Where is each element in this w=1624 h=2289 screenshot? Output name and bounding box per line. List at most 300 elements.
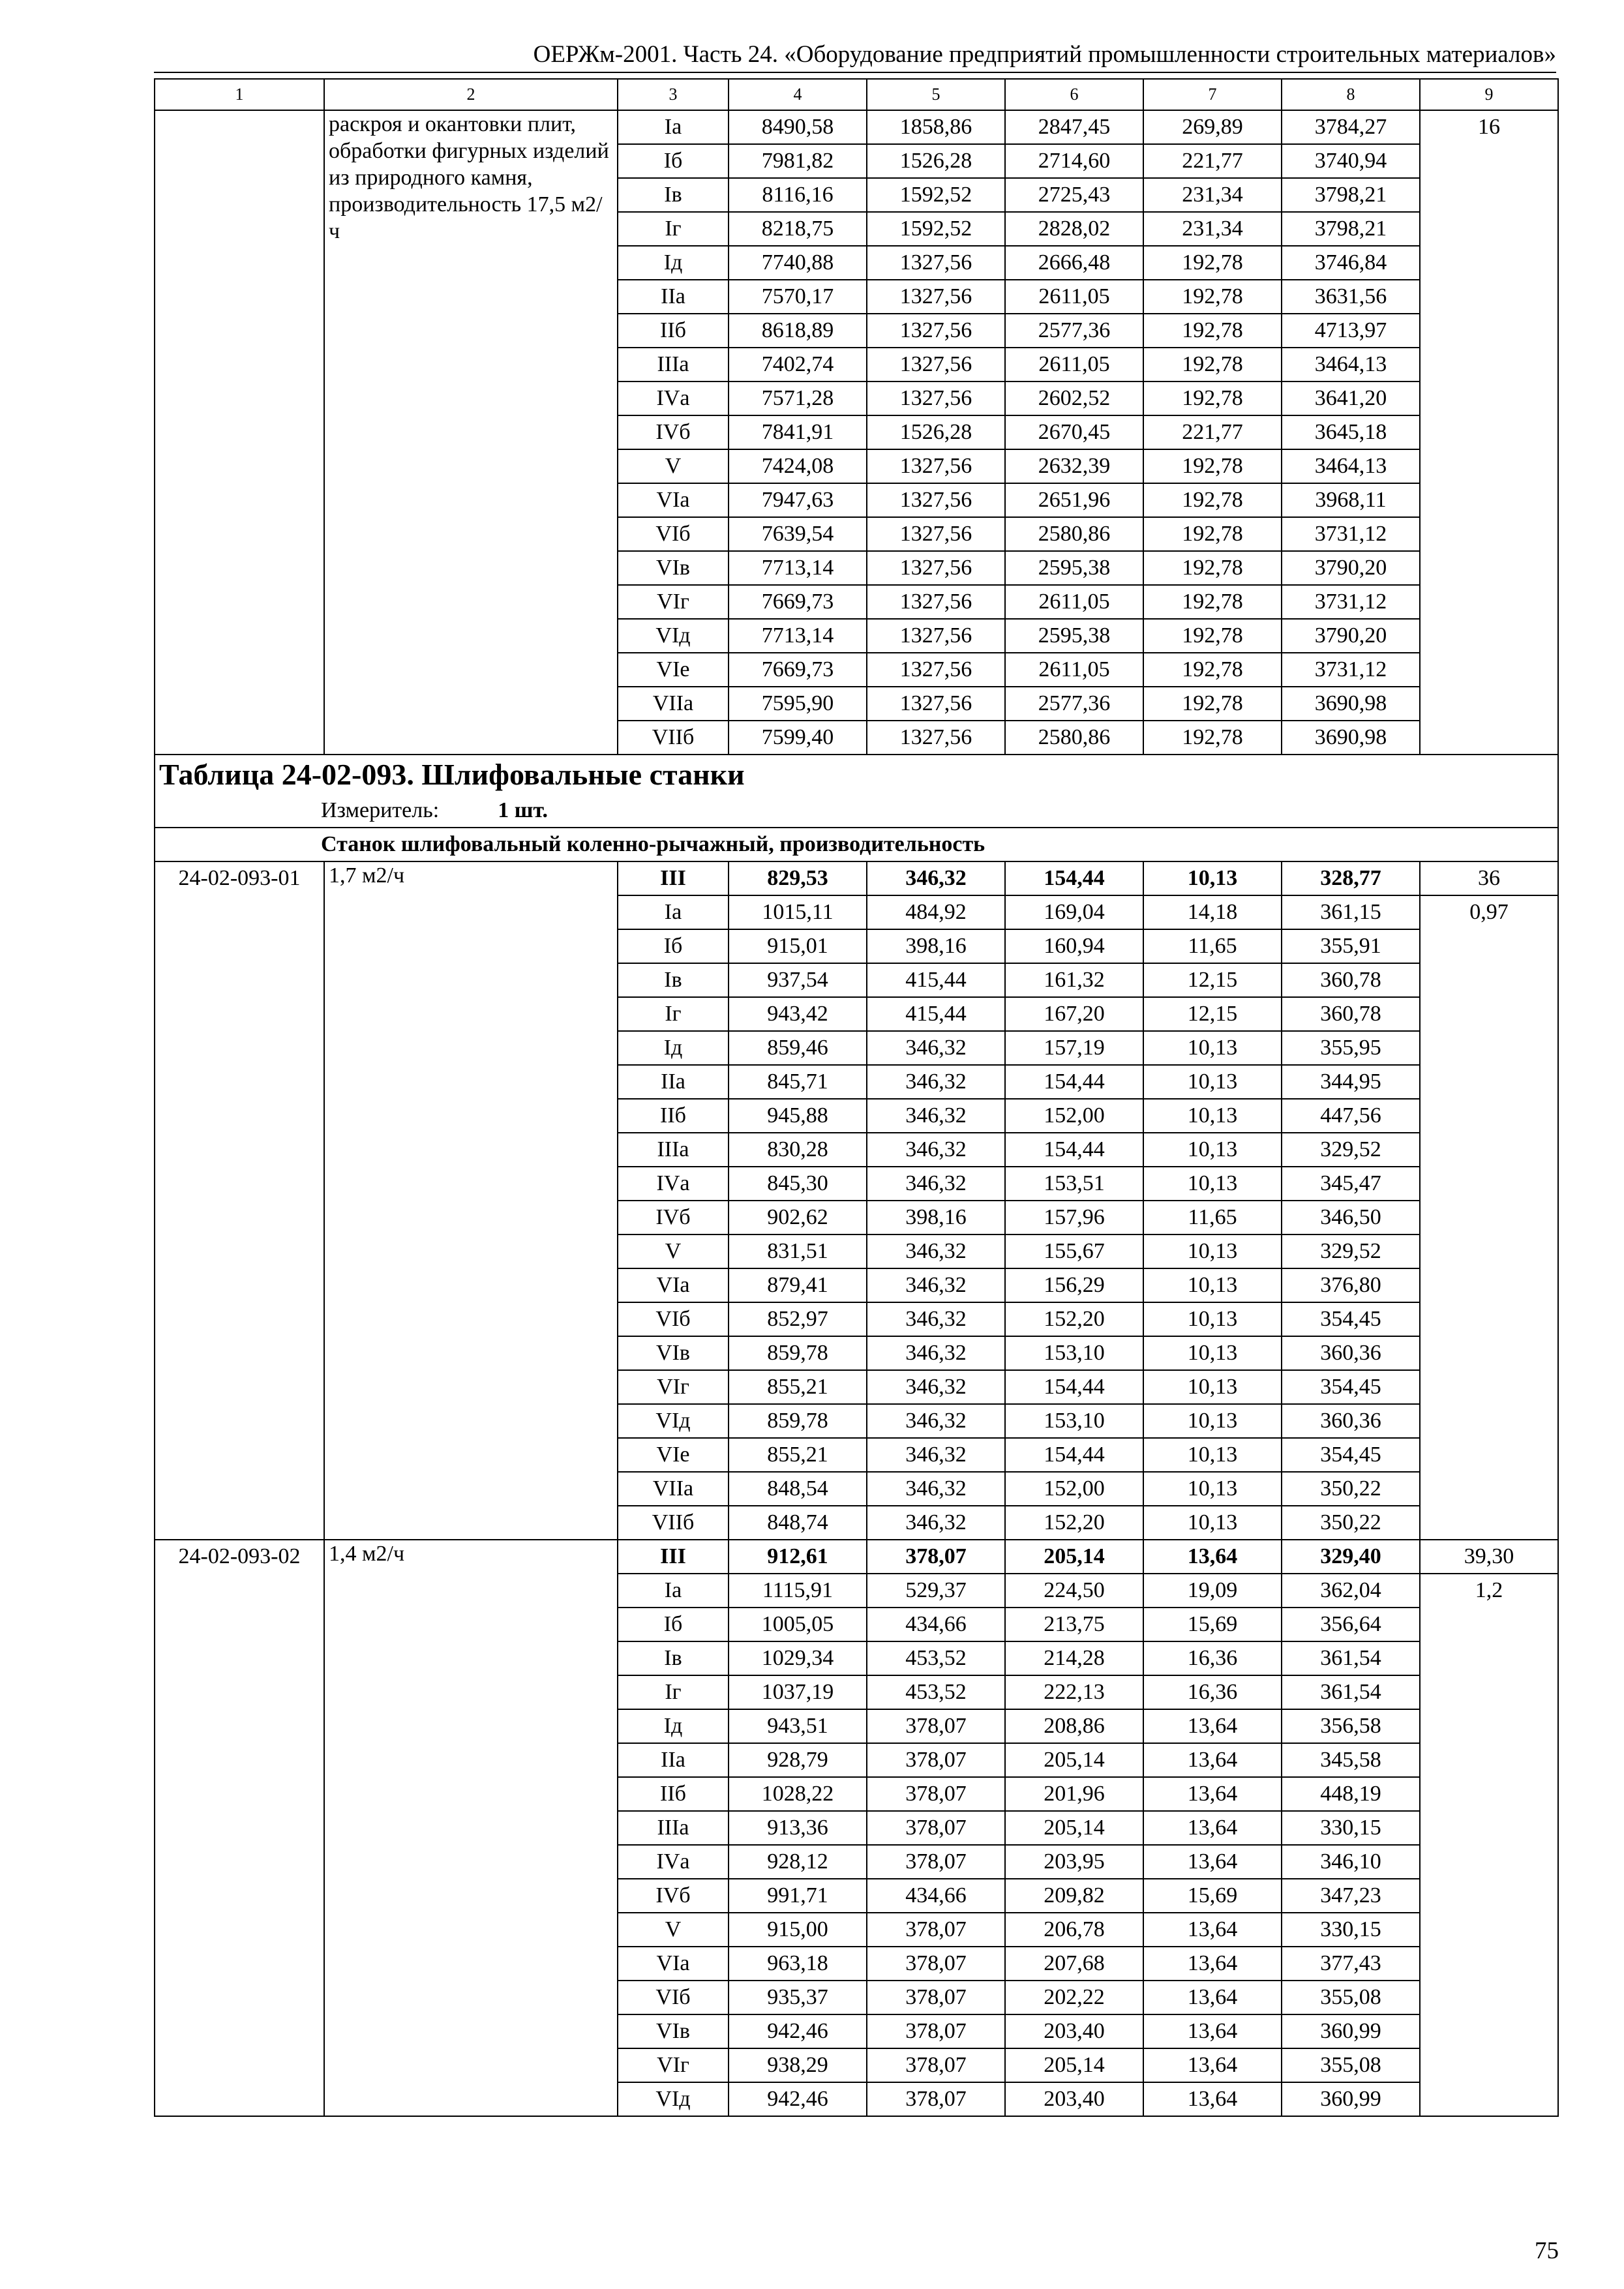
value-cell: 2714,60 bbox=[1005, 144, 1143, 178]
value-cell: 10,13 bbox=[1143, 1268, 1282, 1302]
value-cell: 2847,45 bbox=[1005, 110, 1143, 144]
value-cell: 3798,21 bbox=[1282, 212, 1420, 246]
value-cell: 2725,43 bbox=[1005, 178, 1143, 212]
value-cell: 350,22 bbox=[1282, 1472, 1420, 1506]
value-cell: 205,14 bbox=[1005, 1743, 1143, 1777]
value-cell: 360,36 bbox=[1282, 1336, 1420, 1370]
value-cell: 10,13 bbox=[1143, 1506, 1282, 1540]
section-row bbox=[155, 828, 1558, 861]
value-cell: 376,80 bbox=[1282, 1268, 1420, 1302]
value-cell: 167,20 bbox=[1005, 997, 1143, 1031]
zone-cell: IIа bbox=[618, 280, 729, 314]
value-cell: 938,29 bbox=[729, 2048, 867, 2082]
col9-cell: 1,2 bbox=[1420, 1574, 1558, 2116]
value-cell: 378,07 bbox=[867, 1947, 1005, 1981]
zone-cell: VIб bbox=[618, 517, 729, 551]
value-cell: 1592,52 bbox=[867, 178, 1005, 212]
description-cell: 1,7 м2/ч bbox=[324, 861, 618, 1540]
value-cell: 1327,56 bbox=[867, 449, 1005, 483]
value-cell: 10,13 bbox=[1143, 1404, 1282, 1438]
zone-cell: IIIа bbox=[618, 348, 729, 382]
value-cell: 154,44 bbox=[1005, 1133, 1143, 1167]
zone-cell: IIб bbox=[618, 1777, 729, 1811]
value-cell: 192,78 bbox=[1143, 348, 1282, 382]
value-cell: 3731,12 bbox=[1282, 585, 1420, 619]
value-cell: 205,14 bbox=[1005, 1811, 1143, 1845]
value-cell: 1526,28 bbox=[867, 415, 1005, 449]
value-cell: 231,34 bbox=[1143, 178, 1282, 212]
zone-cell: Iг bbox=[618, 212, 729, 246]
col9-cell: 0,97 bbox=[1420, 895, 1558, 1540]
zone-cell: Iг bbox=[618, 997, 729, 1031]
value-cell: 346,32 bbox=[867, 1370, 1005, 1404]
value-cell: 354,45 bbox=[1282, 1370, 1420, 1404]
value-cell: 2611,05 bbox=[1005, 348, 1143, 382]
zone-cell: Iа bbox=[618, 1574, 729, 1608]
value-cell: 1327,56 bbox=[867, 382, 1005, 415]
zone-cell: VIг bbox=[618, 2048, 729, 2082]
value-cell: 7571,28 bbox=[729, 382, 867, 415]
value-cell: 209,82 bbox=[1005, 1879, 1143, 1913]
zone-cell: V bbox=[618, 449, 729, 483]
value-cell: 355,95 bbox=[1282, 1031, 1420, 1065]
table-title: Таблица 24-02-093. Шлифовальные станки bbox=[155, 755, 1558, 794]
zone-cell: VIв bbox=[618, 1336, 729, 1370]
value-cell: 208,86 bbox=[1005, 1709, 1143, 1743]
value-cell: 415,44 bbox=[867, 963, 1005, 997]
value-cell: 201,96 bbox=[1005, 1777, 1143, 1811]
zone-cell: IVб bbox=[618, 1879, 729, 1913]
value-cell: 10,13 bbox=[1143, 1370, 1282, 1404]
value-cell: 346,32 bbox=[867, 861, 1005, 895]
value-cell: 157,19 bbox=[1005, 1031, 1143, 1065]
zone-cell: VIе bbox=[618, 1438, 729, 1472]
value-cell: 13,64 bbox=[1143, 1913, 1282, 1947]
code-cell bbox=[155, 110, 324, 755]
zone-cell: Iг bbox=[618, 1675, 729, 1709]
column-number: 1 bbox=[155, 79, 324, 110]
value-cell: 360,99 bbox=[1282, 2014, 1420, 2048]
value-cell: 398,16 bbox=[867, 929, 1005, 963]
value-cell: 10,13 bbox=[1143, 1031, 1282, 1065]
value-cell: 12,15 bbox=[1143, 997, 1282, 1031]
zone-cell: Iв bbox=[618, 963, 729, 997]
value-cell: 7424,08 bbox=[729, 449, 867, 483]
value-cell: 912,61 bbox=[729, 1540, 867, 1574]
value-cell: 377,43 bbox=[1282, 1947, 1420, 1981]
value-cell: 1327,56 bbox=[867, 653, 1005, 687]
value-cell: 192,78 bbox=[1143, 449, 1282, 483]
value-cell: 991,71 bbox=[729, 1879, 867, 1913]
value-cell: 378,07 bbox=[867, 1913, 1005, 1947]
value-cell: 192,78 bbox=[1143, 314, 1282, 348]
value-cell: 378,07 bbox=[867, 1777, 1005, 1811]
value-cell: 360,36 bbox=[1282, 1404, 1420, 1438]
zone-cell: IIIа bbox=[618, 1133, 729, 1167]
value-cell: 2632,39 bbox=[1005, 449, 1143, 483]
value-cell: 913,36 bbox=[729, 1811, 867, 1845]
value-cell: 2577,36 bbox=[1005, 687, 1143, 721]
value-cell: 902,62 bbox=[729, 1201, 867, 1234]
zone-cell: IVа bbox=[618, 382, 729, 415]
zone-cell: IIа bbox=[618, 1743, 729, 1777]
zone-cell: III bbox=[618, 861, 729, 895]
zone-cell: Iб bbox=[618, 144, 729, 178]
value-cell: 3968,11 bbox=[1282, 483, 1420, 517]
value-cell: 10,13 bbox=[1143, 861, 1282, 895]
value-cell: 1028,22 bbox=[729, 1777, 867, 1811]
zone-cell: Iд bbox=[618, 1031, 729, 1065]
value-cell: 152,20 bbox=[1005, 1302, 1143, 1336]
value-cell: 935,37 bbox=[729, 1981, 867, 2014]
value-cell: 361,15 bbox=[1282, 895, 1420, 929]
value-cell: 13,64 bbox=[1143, 2014, 1282, 2048]
value-cell: 192,78 bbox=[1143, 246, 1282, 280]
value-cell: 859,46 bbox=[729, 1031, 867, 1065]
value-cell: 16,36 bbox=[1143, 1675, 1282, 1709]
value-cell: 224,50 bbox=[1005, 1574, 1143, 1608]
value-cell: 928,79 bbox=[729, 1743, 867, 1777]
zone-cell: Iв bbox=[618, 1641, 729, 1675]
column-number: 4 bbox=[729, 79, 867, 110]
description-cell: 1,4 м2/ч bbox=[324, 1540, 618, 2116]
value-cell: 7402,74 bbox=[729, 348, 867, 382]
value-cell: 160,94 bbox=[1005, 929, 1143, 963]
value-cell: 1327,56 bbox=[867, 348, 1005, 382]
value-cell: 154,44 bbox=[1005, 1438, 1143, 1472]
value-cell: 10,13 bbox=[1143, 1065, 1282, 1099]
value-cell: 222,13 bbox=[1005, 1675, 1143, 1709]
column-number: 6 bbox=[1005, 79, 1143, 110]
value-cell: 943,51 bbox=[729, 1709, 867, 1743]
value-cell: 346,32 bbox=[867, 1234, 1005, 1268]
column-number: 5 bbox=[867, 79, 1005, 110]
table-row bbox=[155, 110, 1558, 144]
value-cell: 2580,86 bbox=[1005, 517, 1143, 551]
zone-cell: VIа bbox=[618, 483, 729, 517]
value-cell: 12,15 bbox=[1143, 963, 1282, 997]
value-cell: 3784,27 bbox=[1282, 110, 1420, 144]
value-cell: 1327,56 bbox=[867, 551, 1005, 585]
column-number: 8 bbox=[1282, 79, 1420, 110]
value-cell: 2670,45 bbox=[1005, 415, 1143, 449]
value-cell: 346,32 bbox=[867, 1133, 1005, 1167]
value-cell: 8116,16 bbox=[729, 178, 867, 212]
value-cell: 355,91 bbox=[1282, 929, 1420, 963]
value-cell: 4713,97 bbox=[1282, 314, 1420, 348]
value-cell: 346,32 bbox=[867, 1099, 1005, 1133]
col9-cell: 39,30 bbox=[1420, 1540, 1558, 1574]
value-cell: 346,32 bbox=[867, 1438, 1005, 1472]
value-cell: 2828,02 bbox=[1005, 212, 1143, 246]
value-cell: 8218,75 bbox=[729, 212, 867, 246]
value-cell: 3690,98 bbox=[1282, 721, 1420, 755]
value-cell: 356,58 bbox=[1282, 1709, 1420, 1743]
value-cell: 192,78 bbox=[1143, 721, 1282, 755]
value-cell: 330,15 bbox=[1282, 1913, 1420, 1947]
value-cell: 155,67 bbox=[1005, 1234, 1143, 1268]
value-cell: 3464,13 bbox=[1282, 348, 1420, 382]
value-cell: 447,56 bbox=[1282, 1099, 1420, 1133]
value-cell: 154,44 bbox=[1005, 1065, 1143, 1099]
zone-cell: Iв bbox=[618, 178, 729, 212]
value-cell: 1526,28 bbox=[867, 144, 1005, 178]
value-cell: 10,13 bbox=[1143, 1472, 1282, 1506]
value-cell: 10,13 bbox=[1143, 1302, 1282, 1336]
value-cell: 7599,40 bbox=[729, 721, 867, 755]
value-cell: 269,89 bbox=[1143, 110, 1282, 144]
value-cell: 448,19 bbox=[1282, 1777, 1420, 1811]
page-header: ОЕРЖм-2001. Часть 24. «Оборудование предприятий промышленности строительных материалов» bbox=[154, 38, 1556, 73]
value-cell: 192,78 bbox=[1143, 280, 1282, 314]
zone-cell: VIд bbox=[618, 2082, 729, 2116]
value-cell: 1327,56 bbox=[867, 585, 1005, 619]
zone-cell: VIв bbox=[618, 551, 729, 585]
value-cell: 356,64 bbox=[1282, 1608, 1420, 1641]
measure-unit: 1 шт. bbox=[498, 798, 549, 822]
value-cell: 3746,84 bbox=[1282, 246, 1420, 280]
value-cell: 361,54 bbox=[1282, 1641, 1420, 1675]
value-cell: 398,16 bbox=[867, 1201, 1005, 1234]
value-cell: 3740,94 bbox=[1282, 144, 1420, 178]
value-cell: 378,07 bbox=[867, 1709, 1005, 1743]
value-cell: 3798,21 bbox=[1282, 178, 1420, 212]
value-cell: 859,78 bbox=[729, 1404, 867, 1438]
zone-cell: VIд bbox=[618, 619, 729, 653]
value-cell: 7713,14 bbox=[729, 551, 867, 585]
measure-row bbox=[155, 794, 1558, 828]
value-cell: 8490,58 bbox=[729, 110, 867, 144]
value-cell: 13,64 bbox=[1143, 1743, 1282, 1777]
value-cell: 378,07 bbox=[867, 1981, 1005, 2014]
value-cell: 8618,89 bbox=[729, 314, 867, 348]
value-cell: 1029,34 bbox=[729, 1641, 867, 1675]
value-cell: 346,32 bbox=[867, 1065, 1005, 1099]
value-cell: 213,75 bbox=[1005, 1608, 1143, 1641]
value-cell: 10,13 bbox=[1143, 1133, 1282, 1167]
value-cell: 378,07 bbox=[867, 2082, 1005, 2116]
value-cell: 859,78 bbox=[729, 1336, 867, 1370]
value-cell: 845,71 bbox=[729, 1065, 867, 1099]
value-cell: 830,28 bbox=[729, 1133, 867, 1167]
value-cell: 202,22 bbox=[1005, 1981, 1143, 2014]
value-cell: 153,10 bbox=[1005, 1404, 1143, 1438]
code-cell: 24-02-093-01 bbox=[155, 861, 324, 1540]
value-cell: 15,69 bbox=[1143, 1879, 1282, 1913]
value-cell: 346,32 bbox=[867, 1031, 1005, 1065]
value-cell: 7947,63 bbox=[729, 483, 867, 517]
zone-cell: Iд bbox=[618, 1709, 729, 1743]
measure-label: Измеритель: bbox=[321, 798, 440, 822]
column-number: 2 bbox=[324, 79, 618, 110]
value-cell: 415,44 bbox=[867, 997, 1005, 1031]
value-cell: 7740,88 bbox=[729, 246, 867, 280]
page-number: 75 bbox=[1535, 2237, 1559, 2264]
value-cell: 3731,12 bbox=[1282, 517, 1420, 551]
zone-cell: IVб bbox=[618, 1201, 729, 1234]
value-cell: 484,92 bbox=[867, 895, 1005, 929]
value-cell: 346,10 bbox=[1282, 1845, 1420, 1879]
value-cell: 154,44 bbox=[1005, 861, 1143, 895]
value-cell: 13,64 bbox=[1143, 2082, 1282, 2116]
value-cell: 354,45 bbox=[1282, 1438, 1420, 1472]
value-cell: 329,52 bbox=[1282, 1133, 1420, 1167]
value-cell: 10,13 bbox=[1143, 1167, 1282, 1201]
value-cell: 161,32 bbox=[1005, 963, 1143, 997]
value-cell: 1015,11 bbox=[729, 895, 867, 929]
zone-cell: Iа bbox=[618, 895, 729, 929]
zone-cell: VIIб bbox=[618, 1506, 729, 1540]
value-cell: 915,01 bbox=[729, 929, 867, 963]
value-cell: 13,64 bbox=[1143, 1981, 1282, 2014]
value-cell: 207,68 bbox=[1005, 1947, 1143, 1981]
zone-cell: IVа bbox=[618, 1845, 729, 1879]
value-cell: 2666,48 bbox=[1005, 246, 1143, 280]
value-cell: 192,78 bbox=[1143, 551, 1282, 585]
zone-cell: IVа bbox=[618, 1167, 729, 1201]
value-cell: 152,00 bbox=[1005, 1472, 1143, 1506]
zone-cell: IVб bbox=[618, 415, 729, 449]
value-cell: 154,44 bbox=[1005, 1370, 1143, 1404]
value-cell: 2611,05 bbox=[1005, 653, 1143, 687]
value-cell: 192,78 bbox=[1143, 382, 1282, 415]
value-cell: 3464,13 bbox=[1282, 449, 1420, 483]
value-cell: 203,40 bbox=[1005, 2014, 1143, 2048]
value-cell: 346,32 bbox=[867, 1472, 1005, 1506]
value-cell: 3631,56 bbox=[1282, 280, 1420, 314]
zone-cell: VIг bbox=[618, 585, 729, 619]
value-cell: 2611,05 bbox=[1005, 280, 1143, 314]
zone-cell: VIб bbox=[618, 1302, 729, 1336]
value-cell: 2595,38 bbox=[1005, 551, 1143, 585]
value-cell: 354,45 bbox=[1282, 1302, 1420, 1336]
value-cell: 13,64 bbox=[1143, 1777, 1282, 1811]
value-cell: 945,88 bbox=[729, 1099, 867, 1133]
value-cell: 3790,20 bbox=[1282, 619, 1420, 653]
value-cell: 1858,86 bbox=[867, 110, 1005, 144]
value-cell: 221,77 bbox=[1143, 415, 1282, 449]
zone-cell: IIб bbox=[618, 1099, 729, 1133]
table-row bbox=[155, 1540, 1558, 1574]
value-cell: 3731,12 bbox=[1282, 653, 1420, 687]
measure-cell bbox=[155, 794, 1558, 828]
value-cell: 7570,17 bbox=[729, 280, 867, 314]
zone-cell: VIд bbox=[618, 1404, 729, 1438]
description-cell: раскроя и окантовки плит, обработки фигурных изделий из природного камня, производительность 17,5 м2/ч bbox=[324, 110, 618, 755]
zone-cell: VIг bbox=[618, 1370, 729, 1404]
value-cell: 378,07 bbox=[867, 2048, 1005, 2082]
value-cell: 1327,56 bbox=[867, 483, 1005, 517]
value-cell: 855,21 bbox=[729, 1438, 867, 1472]
value-cell: 346,32 bbox=[867, 1404, 1005, 1438]
value-cell: 346,32 bbox=[867, 1167, 1005, 1201]
value-cell: 14,18 bbox=[1143, 895, 1282, 929]
value-cell: 453,52 bbox=[867, 1641, 1005, 1675]
column-number: 9 bbox=[1420, 79, 1558, 110]
value-cell: 192,78 bbox=[1143, 687, 1282, 721]
value-cell: 434,66 bbox=[867, 1879, 1005, 1913]
value-cell: 10,13 bbox=[1143, 1438, 1282, 1472]
value-cell: 7981,82 bbox=[729, 144, 867, 178]
zone-cell: VIа bbox=[618, 1268, 729, 1302]
value-cell: 10,13 bbox=[1143, 1234, 1282, 1268]
value-cell: 362,04 bbox=[1282, 1574, 1420, 1608]
value-cell: 1327,56 bbox=[867, 721, 1005, 755]
value-cell: 360,78 bbox=[1282, 963, 1420, 997]
value-cell: 192,78 bbox=[1143, 653, 1282, 687]
value-cell: 16,36 bbox=[1143, 1641, 1282, 1675]
value-cell: 855,21 bbox=[729, 1370, 867, 1404]
value-cell: 453,52 bbox=[867, 1675, 1005, 1709]
value-cell: 7639,54 bbox=[729, 517, 867, 551]
value-cell: 330,15 bbox=[1282, 1811, 1420, 1845]
value-cell: 329,40 bbox=[1282, 1540, 1420, 1574]
value-cell: 347,23 bbox=[1282, 1879, 1420, 1913]
price-table bbox=[154, 78, 1559, 2117]
value-cell: 845,30 bbox=[729, 1167, 867, 1201]
section-title: Станок шлифовальный коленно-рычажный, производительность bbox=[155, 828, 1558, 861]
value-cell: 2580,86 bbox=[1005, 721, 1143, 755]
value-cell: 205,14 bbox=[1005, 1540, 1143, 1574]
value-cell: 2602,52 bbox=[1005, 382, 1143, 415]
zone-cell: Iб bbox=[618, 1608, 729, 1641]
value-cell: 214,28 bbox=[1005, 1641, 1143, 1675]
value-cell: 2651,96 bbox=[1005, 483, 1143, 517]
value-cell: 434,66 bbox=[867, 1608, 1005, 1641]
value-cell: 346,32 bbox=[867, 1336, 1005, 1370]
value-cell: 192,78 bbox=[1143, 483, 1282, 517]
zone-cell: V bbox=[618, 1913, 729, 1947]
column-number: 7 bbox=[1143, 79, 1282, 110]
value-cell: 852,97 bbox=[729, 1302, 867, 1336]
table-title-row bbox=[155, 755, 1558, 794]
value-cell: 378,07 bbox=[867, 2014, 1005, 2048]
value-cell: 928,12 bbox=[729, 1845, 867, 1879]
value-cell: 378,07 bbox=[867, 1845, 1005, 1879]
value-cell: 942,46 bbox=[729, 2082, 867, 2116]
zone-cell: VIв bbox=[618, 2014, 729, 2048]
value-cell: 329,52 bbox=[1282, 1234, 1420, 1268]
zone-cell: III bbox=[618, 1540, 729, 1574]
value-cell: 7713,14 bbox=[729, 619, 867, 653]
value-cell: 13,64 bbox=[1143, 2048, 1282, 2082]
value-cell: 345,47 bbox=[1282, 1167, 1420, 1201]
value-cell: 848,54 bbox=[729, 1472, 867, 1506]
value-cell: 848,74 bbox=[729, 1506, 867, 1540]
value-cell: 13,64 bbox=[1143, 1811, 1282, 1845]
value-cell: 355,08 bbox=[1282, 1981, 1420, 2014]
value-cell: 937,54 bbox=[729, 963, 867, 997]
value-cell: 879,41 bbox=[729, 1268, 867, 1302]
value-cell: 346,32 bbox=[867, 1268, 1005, 1302]
value-cell: 1327,56 bbox=[867, 314, 1005, 348]
value-cell: 152,00 bbox=[1005, 1099, 1143, 1133]
value-cell: 221,77 bbox=[1143, 144, 1282, 178]
value-cell: 3641,20 bbox=[1282, 382, 1420, 415]
value-cell: 1327,56 bbox=[867, 517, 1005, 551]
value-cell: 1115,91 bbox=[729, 1574, 867, 1608]
value-cell: 345,58 bbox=[1282, 1743, 1420, 1777]
value-cell: 378,07 bbox=[867, 1743, 1005, 1777]
value-cell: 378,07 bbox=[867, 1811, 1005, 1845]
value-cell: 943,42 bbox=[729, 997, 867, 1031]
value-cell: 1327,56 bbox=[867, 246, 1005, 280]
zone-cell: VIIб bbox=[618, 721, 729, 755]
value-cell: 169,04 bbox=[1005, 895, 1143, 929]
value-cell: 346,50 bbox=[1282, 1201, 1420, 1234]
zone-cell: IIIа bbox=[618, 1811, 729, 1845]
value-cell: 915,00 bbox=[729, 1913, 867, 1947]
